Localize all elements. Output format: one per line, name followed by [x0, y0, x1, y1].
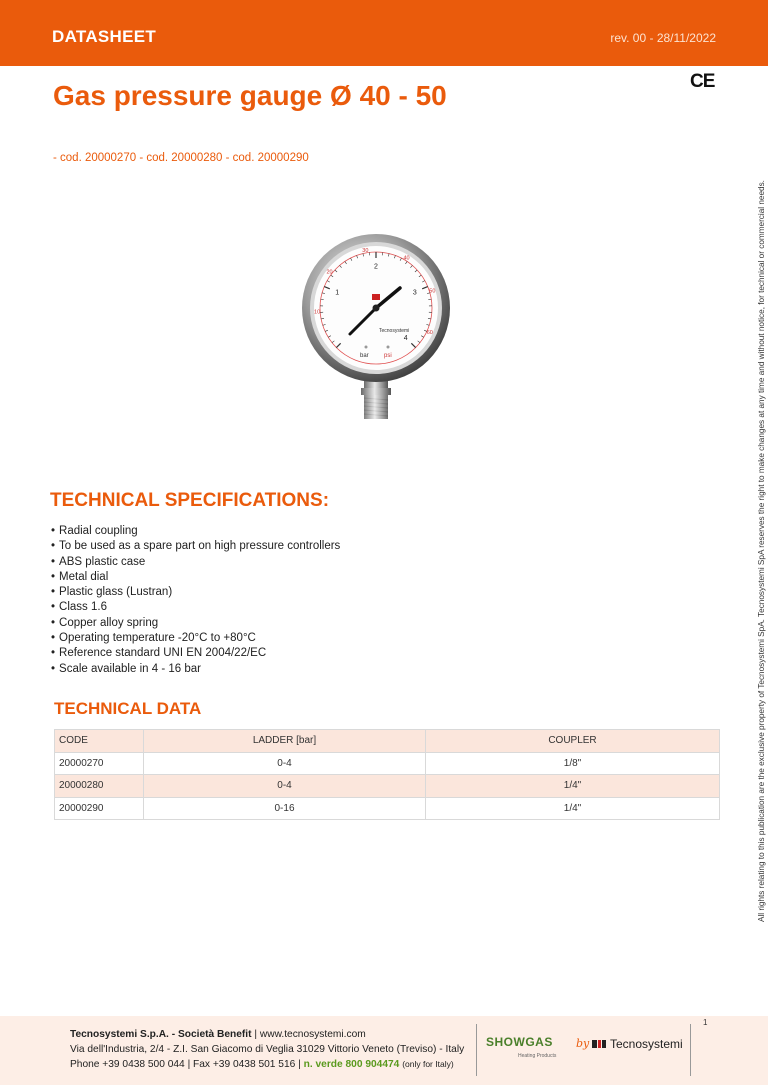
- list-item: • Radial coupling: [51, 524, 340, 539]
- gauge-bar-label: 1: [335, 289, 340, 297]
- gauge-unit-bar: bar: [360, 353, 369, 359]
- page-title: Gas pressure gauge Ø 40 - 50: [53, 80, 447, 111]
- list-item: • Reference standard UNI EN 2004/22/EC: [51, 646, 340, 661]
- table-cell: 0-16: [144, 797, 426, 820]
- table-row: [55, 752, 720, 775]
- specs-heading: TECHNICAL SPECIFICATIONS:: [50, 490, 330, 511]
- list-item: • Class 1.6: [51, 600, 340, 615]
- table-row: [55, 797, 720, 820]
- phone-number: Phone +39 0438 500 044: [70, 1059, 185, 1070]
- gauge-psi-label: 50: [429, 288, 436, 295]
- gauge-unit-psi: psi: [384, 353, 392, 359]
- data-heading: TECHNICAL DATA: [54, 699, 202, 718]
- green-number-note: (only for Italy): [402, 1059, 454, 1069]
- showgas-logo: SHOWGAS: [486, 1035, 553, 1049]
- gauge-psi-label: 60: [426, 330, 433, 337]
- gauge-psi-label: 10: [314, 309, 321, 316]
- column-header: COUPLER: [426, 730, 720, 753]
- table-cell: 0-4: [144, 775, 426, 798]
- table-cell: 20000280: [55, 775, 144, 798]
- column-header: LADDER [bar]: [144, 730, 426, 753]
- footer-divider: [476, 1024, 477, 1076]
- spec-list: [51, 524, 340, 677]
- footer-contact: Tecnosystemi S.p.A. - Società Benefit | www.tecnosystemi.com Via dell'Industria, 2/4 - Z.I. San Giacomo di Veglia 31029 Vittorio Veneto (Treviso) - Italy Phone +39 0438 500 044 | Fax +39 0438 501 516 | n. verde 800 904474 (only for Italy): [70, 1029, 465, 1070]
- table-cell: 20000270: [55, 752, 144, 775]
- tecnosystemi-wordmark: Tecnosystemi: [610, 1037, 683, 1051]
- gauge-brand: Tecnosystemi: [379, 328, 410, 334]
- company-name: Tecnosystemi S.p.A. - Società Benefit: [70, 1029, 252, 1040]
- gauge-psi-label: 40: [403, 255, 410, 262]
- tecnosystemi-mark-icon: [592, 1039, 606, 1049]
- header-bar: [0, 0, 768, 66]
- list-item: • Plastic glass (Lustran): [51, 585, 340, 600]
- product-codes: - cod. 20000270 - cod. 20000280 - cod. 20000290: [53, 152, 309, 164]
- list-item: • Operating temperature -20°C to +80°C: [51, 631, 340, 646]
- gauge-bar-label: 3: [412, 289, 417, 297]
- list-item: • Copper alloy spring: [51, 616, 340, 631]
- column-header: CODE: [55, 730, 144, 753]
- table-cell: 0-4: [144, 752, 426, 775]
- table-cell: 1/4": [426, 775, 720, 798]
- technical-data-table: [54, 729, 720, 820]
- tecnosystemi-logo: [592, 1037, 683, 1051]
- showgas-subtitle: Heating Products: [518, 1053, 557, 1059]
- green-number: n. verde 800 904474: [303, 1059, 400, 1070]
- table-cell: 1/8": [426, 752, 720, 775]
- gauge-psi-label: 30: [362, 247, 369, 254]
- footer-divider: [690, 1024, 691, 1076]
- table-header-row: [55, 730, 720, 753]
- revision-date: rev. 00 - 28/11/2022: [610, 31, 716, 45]
- ce-mark-icon: CE: [690, 71, 715, 92]
- table-row: [55, 775, 720, 798]
- gauge-bar-label: 2: [374, 263, 378, 271]
- table-cell: 20000290: [55, 797, 144, 820]
- datasheet-label: DATASHEET: [52, 27, 157, 46]
- gauge-psi-label: 20: [326, 269, 333, 276]
- company-address: Via dell'Industria, 2/4 - Z.I. San Giacomo di Veglia 31029 Vittorio Veneto (Treviso) - Italy: [70, 1044, 465, 1055]
- fax-number: Fax +39 0438 501 516: [193, 1059, 296, 1070]
- gauge-bar-label: 4: [403, 335, 408, 343]
- website-link[interactable]: www.tecnosystemi.com: [259, 1029, 366, 1040]
- list-item: • ABS plastic case: [51, 555, 340, 570]
- page-number: 1: [703, 1018, 708, 1027]
- list-item: • Metal dial: [51, 570, 340, 585]
- gauge-image: [300, 232, 452, 424]
- list-item: • To be used as a spare part on high pressure controllers: [51, 539, 340, 554]
- table-cell: 1/4": [426, 797, 720, 820]
- brand-logos: [486, 1023, 686, 1063]
- list-item: • Scale available in 4 - 16 bar: [51, 662, 340, 677]
- by-label: by: [576, 1037, 590, 1050]
- copyright-note: All rights relating to this publication are the exclusive property of Tecnosystemi SpA. Tecnosystemi SpA reserves the right to make changes at any time and without notice, for technical or commercial needs.: [757, 180, 766, 922]
